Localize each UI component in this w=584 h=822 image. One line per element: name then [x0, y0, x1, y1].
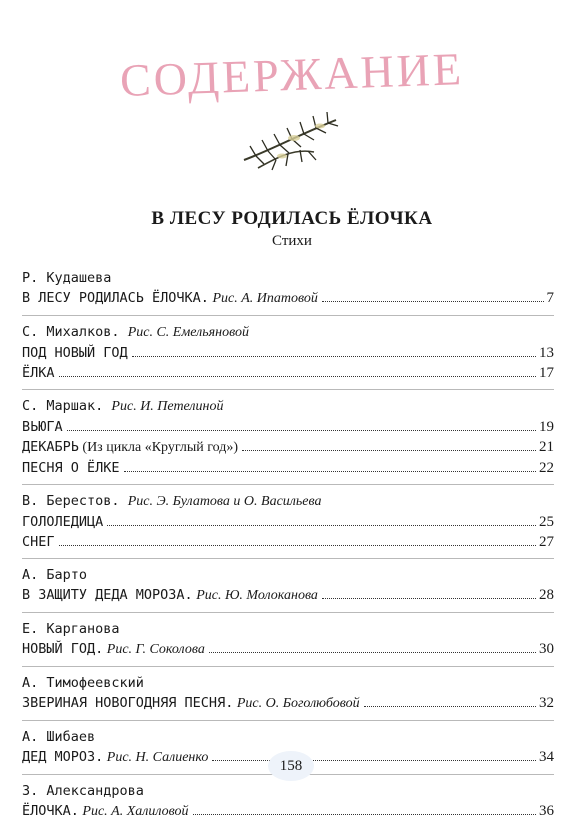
author-illustrator: Рис. С. Емельяновой [127, 325, 249, 340]
entry-page: 28 [539, 587, 554, 603]
entry-page: 13 [539, 345, 554, 361]
entry-title: В ЛЕСУ РОДИЛАСЬ ЁЛОЧКА. [22, 290, 209, 306]
author-name: А. Барто [22, 567, 88, 583]
entry-page: 25 [539, 514, 554, 530]
leader-dots [212, 760, 536, 761]
toc-entry[interactable] [22, 288, 554, 309]
toc-entry[interactable] [22, 417, 554, 437]
toc-group [22, 565, 554, 606]
table-of-contents [22, 262, 554, 822]
leader-dots [132, 356, 536, 357]
toc-entry[interactable] [22, 693, 554, 714]
entry-note: (Из цикла «Круглый год») [82, 440, 239, 455]
fir-sprig-icon [236, 108, 346, 178]
entry-illustrator: Рис. О. Боголюбовой [236, 696, 360, 711]
divider [22, 612, 554, 613]
entry-title: ГОЛОЛЕДИЦА [22, 514, 104, 530]
entry-page: 30 [539, 641, 554, 657]
entry-page: 21 [539, 439, 554, 455]
entry-page: 22 [539, 460, 554, 476]
leader-dots [107, 525, 536, 526]
entry-title: ЁЛОЧКА. [22, 803, 79, 819]
author-name: С. Михалков. Рис. С. Емельяновой [22, 324, 249, 340]
entry-illustrator: Рис. Ю. Молоканова [196, 588, 318, 603]
entry-page: 27 [539, 534, 554, 550]
entry-page: 7 [546, 290, 554, 306]
entry-title: ДЕКАБРЬ [22, 439, 79, 455]
toc-entry[interactable] [22, 585, 554, 606]
author-name: В. Берестов. Рис. Э. Булатова и О. Васильева [22, 493, 322, 509]
entry-title: ДЕД МОРОЗ. [22, 749, 104, 765]
entry-title: В ЗАЩИТУ ДЕДА МОРОЗА. [22, 587, 193, 603]
leader-dots [209, 652, 536, 653]
author-name: С. Маршак. Рис. И. Петелиной [22, 398, 224, 414]
entry-title: ПЕСНЯ О ЁЛКЕ [22, 460, 120, 476]
leader-dots [59, 545, 536, 546]
author-name: Е. Карганова [22, 621, 120, 637]
toc-group [22, 268, 554, 309]
page-number: 158 [268, 751, 314, 781]
leader-dots [322, 598, 536, 599]
divider [22, 484, 554, 485]
entry-page: 36 [539, 803, 554, 819]
author-name: А. Тимофеевский [22, 675, 144, 691]
toc-group [22, 781, 554, 822]
entry-title: НОВЫЙ ГОД. [22, 641, 104, 657]
entry-title: ЁЛКА [22, 365, 55, 381]
section-subtitle: Стихи [272, 233, 312, 249]
divider [22, 666, 554, 667]
toc-entry[interactable] [22, 458, 554, 478]
leader-dots [242, 450, 536, 451]
entry-illustrator: Рис. Н. Салиенко [106, 750, 209, 765]
entry-title: ЗВЕРИНАЯ НОВОГОДНЯЯ ПЕСНЯ. [22, 695, 234, 711]
entry-title: ПОД НОВЫЙ ГОД [22, 345, 128, 361]
toc-group [22, 491, 554, 552]
entry-page: 34 [539, 749, 554, 765]
leader-dots [67, 430, 536, 431]
toc-entry[interactable] [22, 639, 554, 660]
divider [22, 558, 554, 559]
entry-page: 32 [539, 695, 554, 711]
entry-title: ВЬЮГА [22, 419, 63, 435]
leader-dots [364, 706, 536, 707]
toc-group [22, 619, 554, 660]
toc-entry[interactable] [22, 437, 554, 458]
entry-illustrator: Рис. А. Ипатовой [212, 291, 318, 306]
divider [22, 315, 554, 316]
leader-dots [124, 471, 536, 472]
entry-title: СНЕГ [22, 534, 55, 550]
toc-entry[interactable] [22, 532, 554, 552]
leader-dots [59, 376, 536, 377]
entry-page: 17 [539, 365, 554, 381]
toc-entry[interactable] [22, 801, 554, 822]
section-title: В ЛЕСУ РОДИЛАСЬ ЁЛОЧКА [151, 208, 433, 229]
toc-entry[interactable] [22, 343, 554, 363]
leader-dots [193, 814, 536, 815]
toc-entry[interactable] [22, 363, 554, 383]
entry-illustrator: Рис. А. Халиловой [82, 804, 189, 819]
contents-title: СОДЕРЖАНИЕ [119, 43, 465, 106]
author-name: З. Александрова [22, 783, 144, 799]
entry-page: 19 [539, 419, 554, 435]
toc-group [22, 322, 554, 383]
author-name: А. Шибаев [22, 729, 96, 745]
toc-group [22, 396, 554, 478]
toc-group [22, 673, 554, 714]
leader-dots [322, 301, 544, 302]
author-name: Р. Кудашева [22, 270, 112, 286]
divider [22, 389, 554, 390]
entry-illustrator: Рис. Г. Соколова [106, 642, 205, 657]
author-illustrator: Рис. И. Петелиной [111, 399, 224, 414]
divider [22, 720, 554, 721]
author-illustrator: Рис. Э. Булатова и О. Васильева [127, 494, 322, 509]
toc-entry[interactable] [22, 512, 554, 532]
